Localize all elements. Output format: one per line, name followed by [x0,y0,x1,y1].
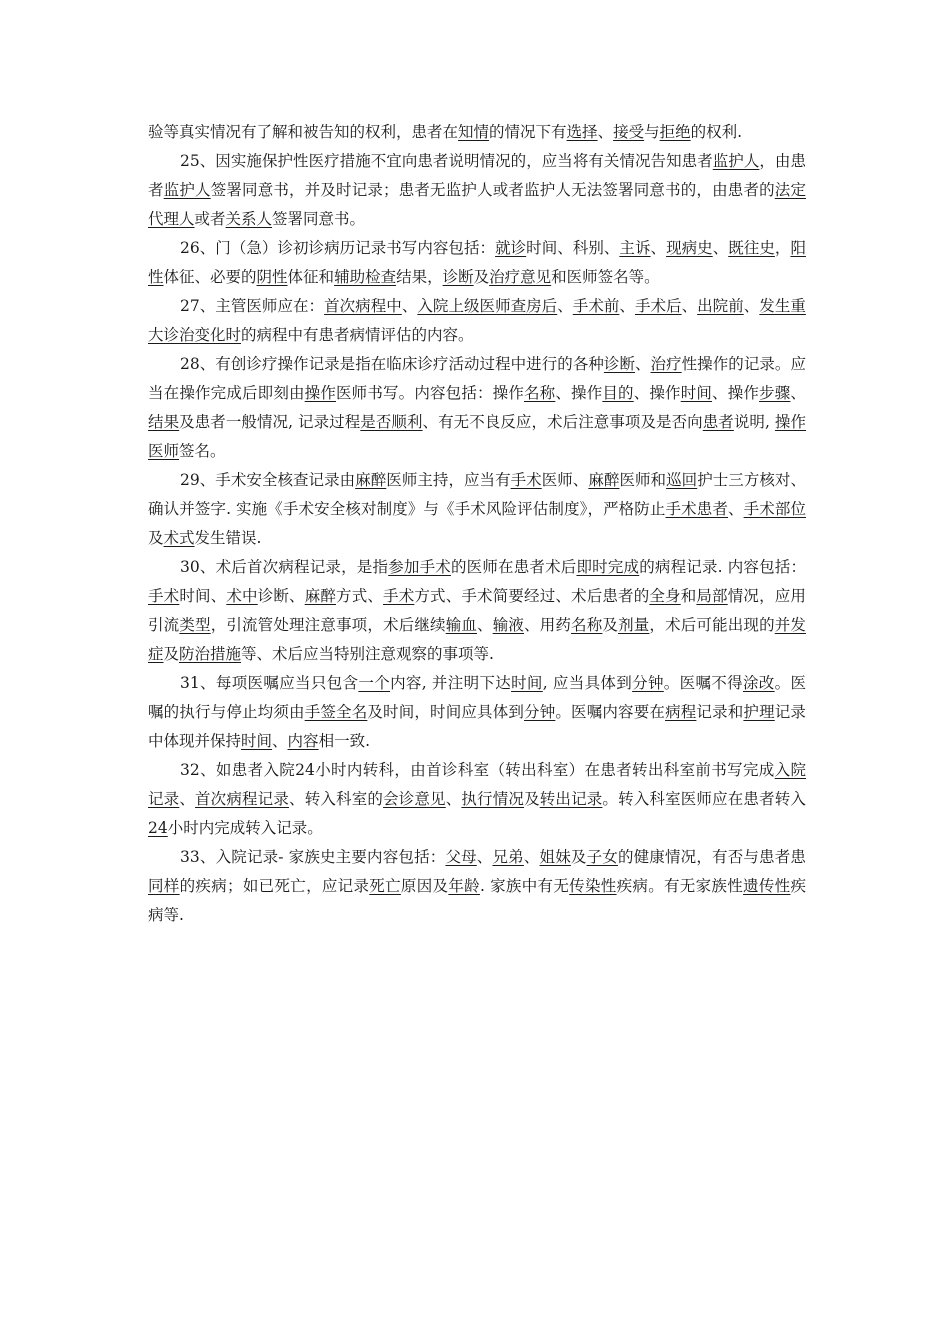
text-run: 与 [644,123,660,141]
underlined-term: 父母 [445,848,477,866]
text-run: 。转入科室医师应在患者转入 [602,790,806,808]
text-run: , 应当具体到 [542,674,633,692]
text-run: 。医嘱内容要在 [555,703,666,721]
underlined-term: 护理 [743,703,775,721]
underlined-term: 并发症 [148,616,806,663]
underlined-term: 手术 [148,587,180,605]
text-run: 相一致. [318,732,370,750]
underlined-term: 输血 [445,616,478,634]
underlined-term: 辅助检查 [334,268,397,286]
text-run: 31、每项医嘱应当只包含 [180,674,359,692]
underlined-term: 执行情况 [461,790,525,808]
underlined-term: 24 [148,819,168,837]
underlined-term: 麻醉 [355,471,387,489]
text-run: 记录和 [696,703,744,721]
underlined-term: 一个 [358,674,391,692]
underlined-term: 监护人 [163,181,211,199]
text-run: 医师主持，应当有 [386,471,511,489]
text-run: 、 [619,297,635,315]
text-run: 时间、科别、 [526,239,620,257]
text-run: 、转入科室的 [289,790,384,808]
underlined-term: 入院记录 [148,761,806,808]
underlined-term: 分钟 [524,703,556,721]
text-run: 性操作的记录。应当在操作完成后即刻由 [148,355,806,402]
underlined-term: 名称 [524,384,556,402]
paragraph [148,350,806,466]
underlined-term: 输液 [492,616,525,634]
underlined-term: 时间 [241,732,273,750]
paragraph [148,234,806,292]
underlined-term: 法定代理人 [148,181,806,228]
text-run: 情况，应用引流 [148,587,806,634]
underlined-term: 就诊 [495,239,527,257]
text-run: 发生错误. [194,529,262,547]
text-run: 、 [272,732,288,750]
text-run: ，由患者 [148,152,806,199]
text-run: 、 [712,239,729,257]
underlined-term: 参加手术 [388,558,451,576]
text-run: 、 [401,297,418,315]
text-run: 方式、 [336,587,384,605]
underlined-term: 病程 [665,703,697,721]
text-run: 及 [524,790,540,808]
underlined-term: 手签全名 [304,703,368,721]
text-run: 的健康情况，有否与患者患 [617,848,806,866]
underlined-term: 麻醉 [588,471,620,489]
underlined-term: 会诊意见 [383,790,446,808]
underlined-term: 接受 [613,123,645,141]
text-run: 。医嘱的执行与停止均须由 [148,674,806,721]
underlined-term: 巡回 [666,471,698,489]
underlined-term: 即时完成 [576,558,640,576]
underlined-term: 发生重大诊治变化时 [148,297,806,344]
text-run: 、 [650,239,667,257]
text-run: 诊断、 [257,587,305,605]
underlined-term: 操作医师 [148,413,806,460]
text-run: 说明, [733,413,775,431]
underlined-term: 诊断 [442,268,474,286]
text-run: 33、入院记录- 家族史主要内容包括： [180,848,446,866]
text-run: 体征和 [287,268,335,286]
paragraph [148,292,806,350]
text-run: 时间、 [179,587,227,605]
underlined-term: 局部 [696,587,728,605]
underlined-term: 操作 [304,384,337,402]
text-run: 、 [681,297,698,315]
underlined-term: 死亡 [369,877,401,895]
text-run: 及时间，时间应具体到 [367,703,525,721]
text-run: 护士三方核对、确认并签字. 实施《手术安全核对制度》与《手术风险评估制度》，严格防止 [148,471,806,518]
text-run: 签名。 [179,442,226,460]
paragraph [148,756,806,843]
text-run: 疾病等. [148,877,806,924]
text-run: 、 [477,616,493,634]
text-run: 、 [790,384,806,402]
text-run: 小时内完成转入记录。 [167,819,323,837]
underlined-term: 剂量 [618,616,650,634]
text-run: 原因及 [400,877,449,895]
text-run: 及 [602,616,619,634]
text-run: 及 [148,529,164,547]
text-run: 签署同意书，并及时记录；患者无监护人或者监护人无法签署同意书的，由患者的 [210,181,775,199]
underlined-term: 是否顺利 [360,413,423,431]
text-run: 、 [445,790,462,808]
underlined-term: 手术部位 [743,500,806,518]
underlined-term: 主诉 [619,239,651,257]
paragraph [148,669,806,756]
text-run: 、 [557,297,573,315]
text-run: 等、术后应当特别注意观察的事项等. [241,645,494,663]
underlined-term: 手术患者 [665,500,728,518]
text-run: 结果， [396,268,443,286]
paragraph [148,843,806,930]
text-run: 25、因实施保护性医疗措施不宜向患者说明情况的，应当将有关情况告知患者 [180,152,713,170]
underlined-term: 结果 [148,413,180,431]
text-run: 医师、 [541,471,589,489]
text-run: 、 [476,848,493,866]
paragraph [148,147,806,234]
paragraph [148,553,806,669]
underlined-term: 出院前 [697,297,744,315]
underlined-term: 手术 [383,587,415,605]
text-run: 验等真实情况有了解和被告知的权利，患者在 [148,123,459,141]
underlined-term: 阴性 [256,268,288,286]
underlined-term: 时间 [680,384,713,402]
text-run: 记录中体现并保持 [148,703,806,750]
text-run: . 家族中有无 [479,877,570,895]
text-run: ， [774,239,791,257]
underlined-term: 类型 [179,616,211,634]
text-run: 的病程记录. 内容包括： [639,558,806,576]
underlined-term: 诊断 [603,355,635,373]
text-run: 30、术后首次病程记录，是指 [180,558,389,576]
text-run: 的权利. [690,123,743,141]
underlined-term: 遗传性 [743,877,791,895]
underlined-term: 入院上级医师查房后 [417,297,558,315]
underlined-term: 子女 [586,848,618,866]
text-run: ，引流管处理注意事项，术后继续 [210,616,446,634]
text-run: 或者 [194,210,226,228]
text-run: 、 [179,790,196,808]
underlined-term: 患者 [702,413,734,431]
underlined-term: 选择 [566,123,598,141]
underlined-term: 阳性 [148,239,806,286]
underlined-term: 传染性 [569,877,617,895]
text-run: 和 [680,587,697,605]
underlined-term: 既往史 [728,239,775,257]
text-run: 29、手术安全核查记录由 [180,471,356,489]
text-run: 、 [523,848,540,866]
underlined-term: 首次病程中 [324,297,402,315]
text-run: 、操作 [633,384,681,402]
underlined-term: 手术后 [634,297,682,315]
text-run: 、 [728,500,744,518]
text-run: 28、有创诊疗操作记录是指在临床诊疗活动过程中进行的各种 [180,355,604,373]
text-run: ，术后可能出现的 [649,616,775,634]
underlined-term: 步骤 [759,384,791,402]
text-run: 的病程中有患者病情评估的内容。 [241,326,474,344]
text-run: 医师和 [619,471,667,489]
text-run: 、用药 [524,616,572,634]
underlined-term: 现病史 [666,239,713,257]
underlined-term: 时间 [511,674,543,692]
underlined-term: 目的 [602,384,634,402]
underlined-term: 治疗意见 [489,268,552,286]
underlined-term: 分钟 [632,674,664,692]
text-run: 及 [473,268,490,286]
text-run: 、有无不良反应，术后注意事项及是否向 [422,413,703,431]
text-run: 及 [163,645,180,663]
underlined-term: 年龄 [448,877,480,895]
text-run: 、 [743,297,760,315]
text-run: 27、主管医师应在： [180,297,325,315]
underlined-term: 麻醉 [304,587,337,605]
text-run: 的医师在患者术后 [450,558,577,576]
text-run: 。医嘱不得 [663,674,743,692]
text-run: 签署同意书。 [272,210,366,228]
text-run: 和医师签名等。 [551,268,660,286]
text-run: 的情况下有 [489,123,567,141]
text-run: 疾病。有无家族性 [616,877,744,895]
document-body [148,118,806,930]
underlined-term: 手术前 [572,297,620,315]
text-run: 医师书写。内容包括：操作 [336,384,525,402]
text-run: 、操作 [555,384,603,402]
text-run: 内容, 并注明下达 [390,674,512,692]
text-run: 32、如患者入院24小时内转科，由首诊科室（转出科室）在患者转出科室前书写完成 [180,761,775,779]
text-run: 26、门（急）诊初诊病历记录书写内容包括： [180,239,496,257]
underlined-term: 内容 [287,732,319,750]
underlined-term: 术中 [226,587,258,605]
text-run: 、操作 [712,384,760,402]
underlined-term: 拒绝 [659,123,691,141]
underlined-term: 治疗 [650,355,682,373]
underlined-term: 监护人 [712,152,760,170]
underlined-term: 首次病程记录 [195,790,290,808]
underlined-term: 知情 [458,123,490,141]
underlined-term: 名称 [571,616,603,634]
text-run: 的疾病；如已死亡，应记录 [179,877,370,895]
underlined-term: 关系人 [225,210,273,228]
paragraph [148,466,806,553]
text-run: 体征、必要的 [163,268,257,286]
text-run: 及患者一般情况, 记录过程 [179,413,361,431]
underlined-term: 兄弟 [492,848,524,866]
underlined-term: 同样 [148,877,180,895]
text-run: 、 [635,355,651,373]
underlined-term: 防治措施 [179,645,242,663]
underlined-term: 涂改 [742,674,775,692]
paragraph [148,118,806,147]
underlined-term: 姐妹 [539,848,571,866]
underlined-term: 全身 [649,587,681,605]
text-run: 及 [570,848,587,866]
text-run: 方式、手术简要经过、术后患者的 [414,587,650,605]
underlined-term: 手术 [510,471,542,489]
underlined-term: 转出记录 [539,790,603,808]
underlined-term: 术式 [163,529,195,547]
text-run: 、 [597,123,614,141]
